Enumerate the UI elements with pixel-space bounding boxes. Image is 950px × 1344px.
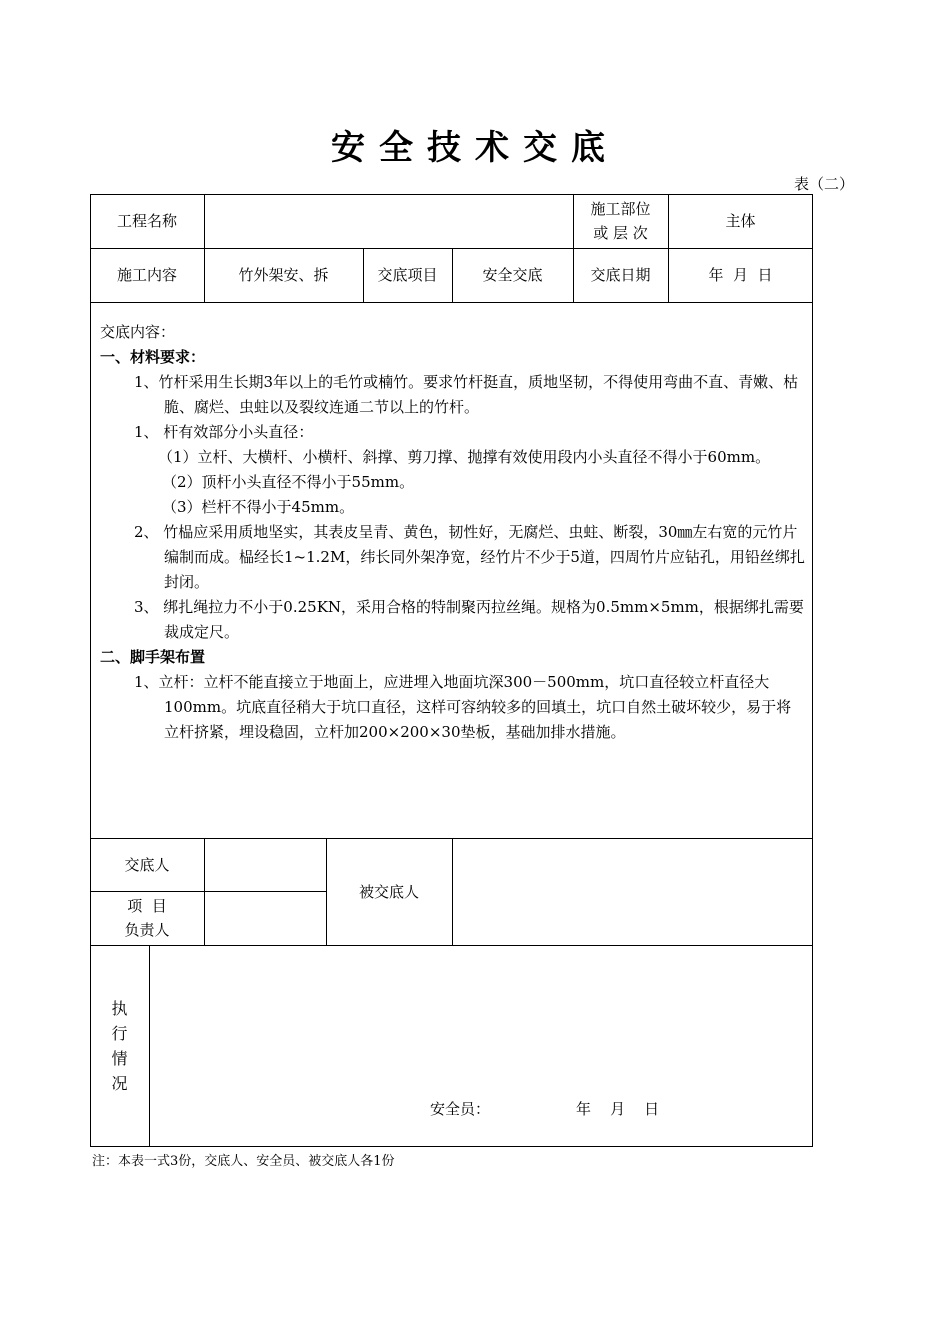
project-manager-label: [90, 891, 204, 945]
section-layout-title: 二、脚手架布置: [100, 648, 206, 666]
location-label-line2: 或 层 次: [593, 224, 648, 242]
briefing-receiver-signature[interactable]: [452, 838, 813, 945]
safety-officer-label: 安全员：: [430, 1100, 491, 1118]
project-name-label: 工程名称: [116, 212, 177, 230]
content-intro: 交底内容：: [100, 323, 176, 341]
briefing-giver-signature[interactable]: [204, 838, 326, 891]
execution-label-char: 况: [111, 1074, 128, 1093]
briefing-giver-label: 交底人: [124, 855, 170, 874]
execution-label-char: 情: [111, 1049, 128, 1068]
materials-item-1: 1、竹杆采用生长期3年以上的毛竹或楠竹。要求竹杆挺直，质地坚韧，不得使用弯曲不直、青嫩、枯脆、腐烂、虫蛀以及裂纹连通二节以上的竹杆。: [134, 373, 799, 416]
location-value[interactable]: 主体: [725, 212, 756, 230]
work-content-label: 施工内容: [116, 266, 177, 284]
briefing-date-label: 交底日期: [590, 266, 651, 284]
diameter-sub-3: （3）栏杆不得小于45mm。: [162, 498, 355, 516]
briefing-item-label: 交底项目: [377, 266, 438, 284]
document-title: 安全技术交底: [331, 128, 619, 168]
work-content-value[interactable]: 竹外架安、拆: [238, 266, 329, 284]
briefing-content: [100, 320, 805, 745]
table-number: 表（二）: [793, 175, 854, 193]
row-divider: [90, 302, 813, 303]
materials-item-3: 3、 绑扎绳拉力不小于0.25KN，采用合格的特制聚丙拉丝绳。规格为0.5mm×5mm，根据绑扎需要裁成定尺。: [134, 598, 804, 641]
project-manager-label-line1: 项 目: [127, 897, 167, 915]
execution-label: [90, 945, 149, 1147]
section-materials-title: 一、材料要求：: [100, 348, 206, 366]
diameter-sub-1: （1）立杆、大横杆、小横杆、斜撑、剪刀撑、抛撑有效使用段内小头直径不得小于60mm。: [158, 448, 771, 466]
diameter-sub-2: （2）顶杆小头直径不得小于55mm。: [162, 473, 415, 491]
briefing-date-value[interactable]: 年 月 日: [708, 266, 773, 284]
location-label: [573, 194, 668, 248]
project-manager-signature[interactable]: [204, 891, 326, 945]
materials-item-2: 2、 竹榀应采用质地坚实，其表皮呈青、黄色，韧性好，无腐烂、虫蛀、断裂，30㎜左右宽的元竹片编制而成。榀经长1~1.2M，纬长同外架净宽，经竹片不少于5道，四周竹片应钻孔，用铅丝绑扎封闭。: [134, 523, 805, 591]
location-label-line1: 施工部位: [590, 200, 651, 218]
briefing-receiver-label: 被交底人: [358, 882, 419, 901]
execution-label-char: 执: [111, 999, 128, 1018]
layout-item-1: 1、立杆：立杆不能直接立于地面上，应进埋入地面坑深300－500mm，坑口直径较立杆直径大100mm。坑底直径稍大于坑口直径，这样可容纳较多的回填土，坑口自然土破坏较少，易于将立杆挤紧，埋设稳固，立杆加200×200×30垫板，基础加排水措施。: [134, 673, 792, 741]
project-name-value[interactable]: [204, 194, 573, 248]
execution-label-char: 行: [111, 1024, 128, 1043]
project-manager-label-line2: 负责人: [124, 921, 170, 939]
materials-item-diameter: 1、 杆有效部分小头直径：: [134, 423, 314, 441]
footnote: 注：本表一式3份，交底人、安全员、被交底人各1份: [92, 1154, 395, 1169]
safety-officer-date: 年 月 日: [576, 1100, 660, 1118]
briefing-item-value[interactable]: 安全交底: [482, 266, 543, 284]
